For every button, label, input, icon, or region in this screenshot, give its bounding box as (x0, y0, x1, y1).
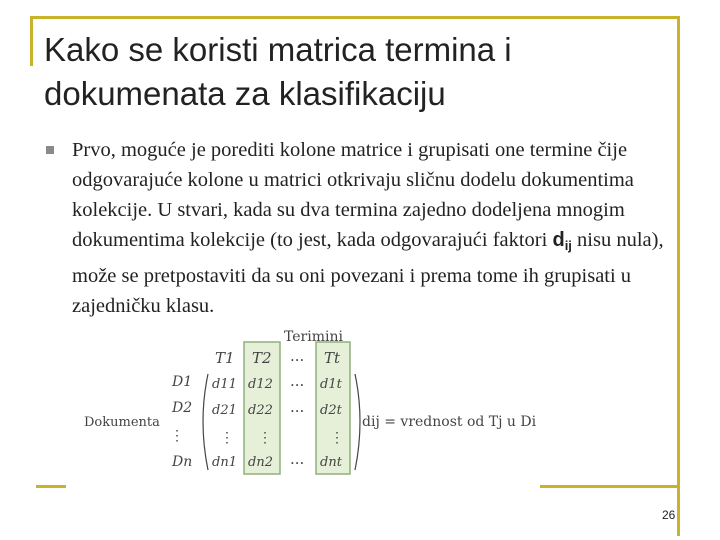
cell-d11: d11 (212, 377, 237, 392)
cell-vdots-1: ⋮ (220, 430, 234, 446)
term-document-matrix (80, 328, 550, 478)
bullet-paragraph (72, 135, 687, 321)
footer-line-right (540, 485, 678, 488)
term-dij-main: d (552, 229, 565, 251)
page-number: 26 (662, 508, 676, 522)
frame-left-line (30, 16, 33, 66)
cell-vdots-2: ⋮ (258, 430, 272, 446)
cell-dots-row1: ... (290, 372, 305, 390)
cell-dots-row2: ... (290, 398, 305, 416)
cell-vdots-t: ⋮ (330, 430, 344, 446)
term-dij-subscript: ij (564, 238, 572, 253)
matrix-right-bracket (355, 374, 360, 470)
row-header-vdots: ⋮ (170, 428, 184, 444)
matrix-definition: dij = vrednost od Tj u Di (362, 414, 537, 430)
bullet-text-before: Prvo, moguće je porediti kolone matrice i grupisati one termine čije odgovarajuće kolone u matrici otkrivaju sličnu dodelu dokumentima kolekcije. U stvari, kada su dva termina zajedno dodeljena mnogim dokumentima kolekcije (to jest, kada odgovarajući faktori (72, 139, 634, 251)
matrix-header-label: Terimini (284, 329, 343, 345)
matrix-row-label: Dokumenta (84, 415, 160, 430)
footer-line-left (36, 485, 66, 488)
column-header-t2: T2 (252, 349, 272, 367)
bullet-square-icon (46, 146, 54, 154)
term-dij (552, 229, 571, 251)
cell-d2t: d2t (320, 403, 342, 418)
column-header-dots: ... (290, 347, 305, 365)
matrix-left-bracket (203, 374, 208, 470)
cell-dots-rown: ... (290, 450, 305, 468)
cell-dnt: dnt (320, 455, 342, 470)
cell-dn1: dn1 (212, 455, 237, 470)
column-header-t1: T1 (215, 349, 235, 367)
column-header-tt: Tt (324, 349, 341, 367)
slide-title: Kako se koristi matrica termina i dokumenata za klasifikaciju (44, 31, 512, 112)
frame-top-line (30, 16, 678, 19)
cell-d12: d12 (248, 377, 273, 392)
cell-d21: d21 (212, 403, 237, 418)
cell-d1t: d1t (320, 377, 342, 392)
cell-d22: d22 (248, 403, 273, 418)
row-header-d1: D1 (172, 374, 193, 390)
cell-dn2: dn2 (248, 455, 273, 470)
row-header-dn: Dn (172, 454, 193, 470)
bullet-text-after: nisu nula), može se pretpostaviti da su oni povezani i prema tome ih grupisati u zajedničku klasu. (72, 229, 664, 317)
row-header-d2: D2 (172, 400, 193, 416)
